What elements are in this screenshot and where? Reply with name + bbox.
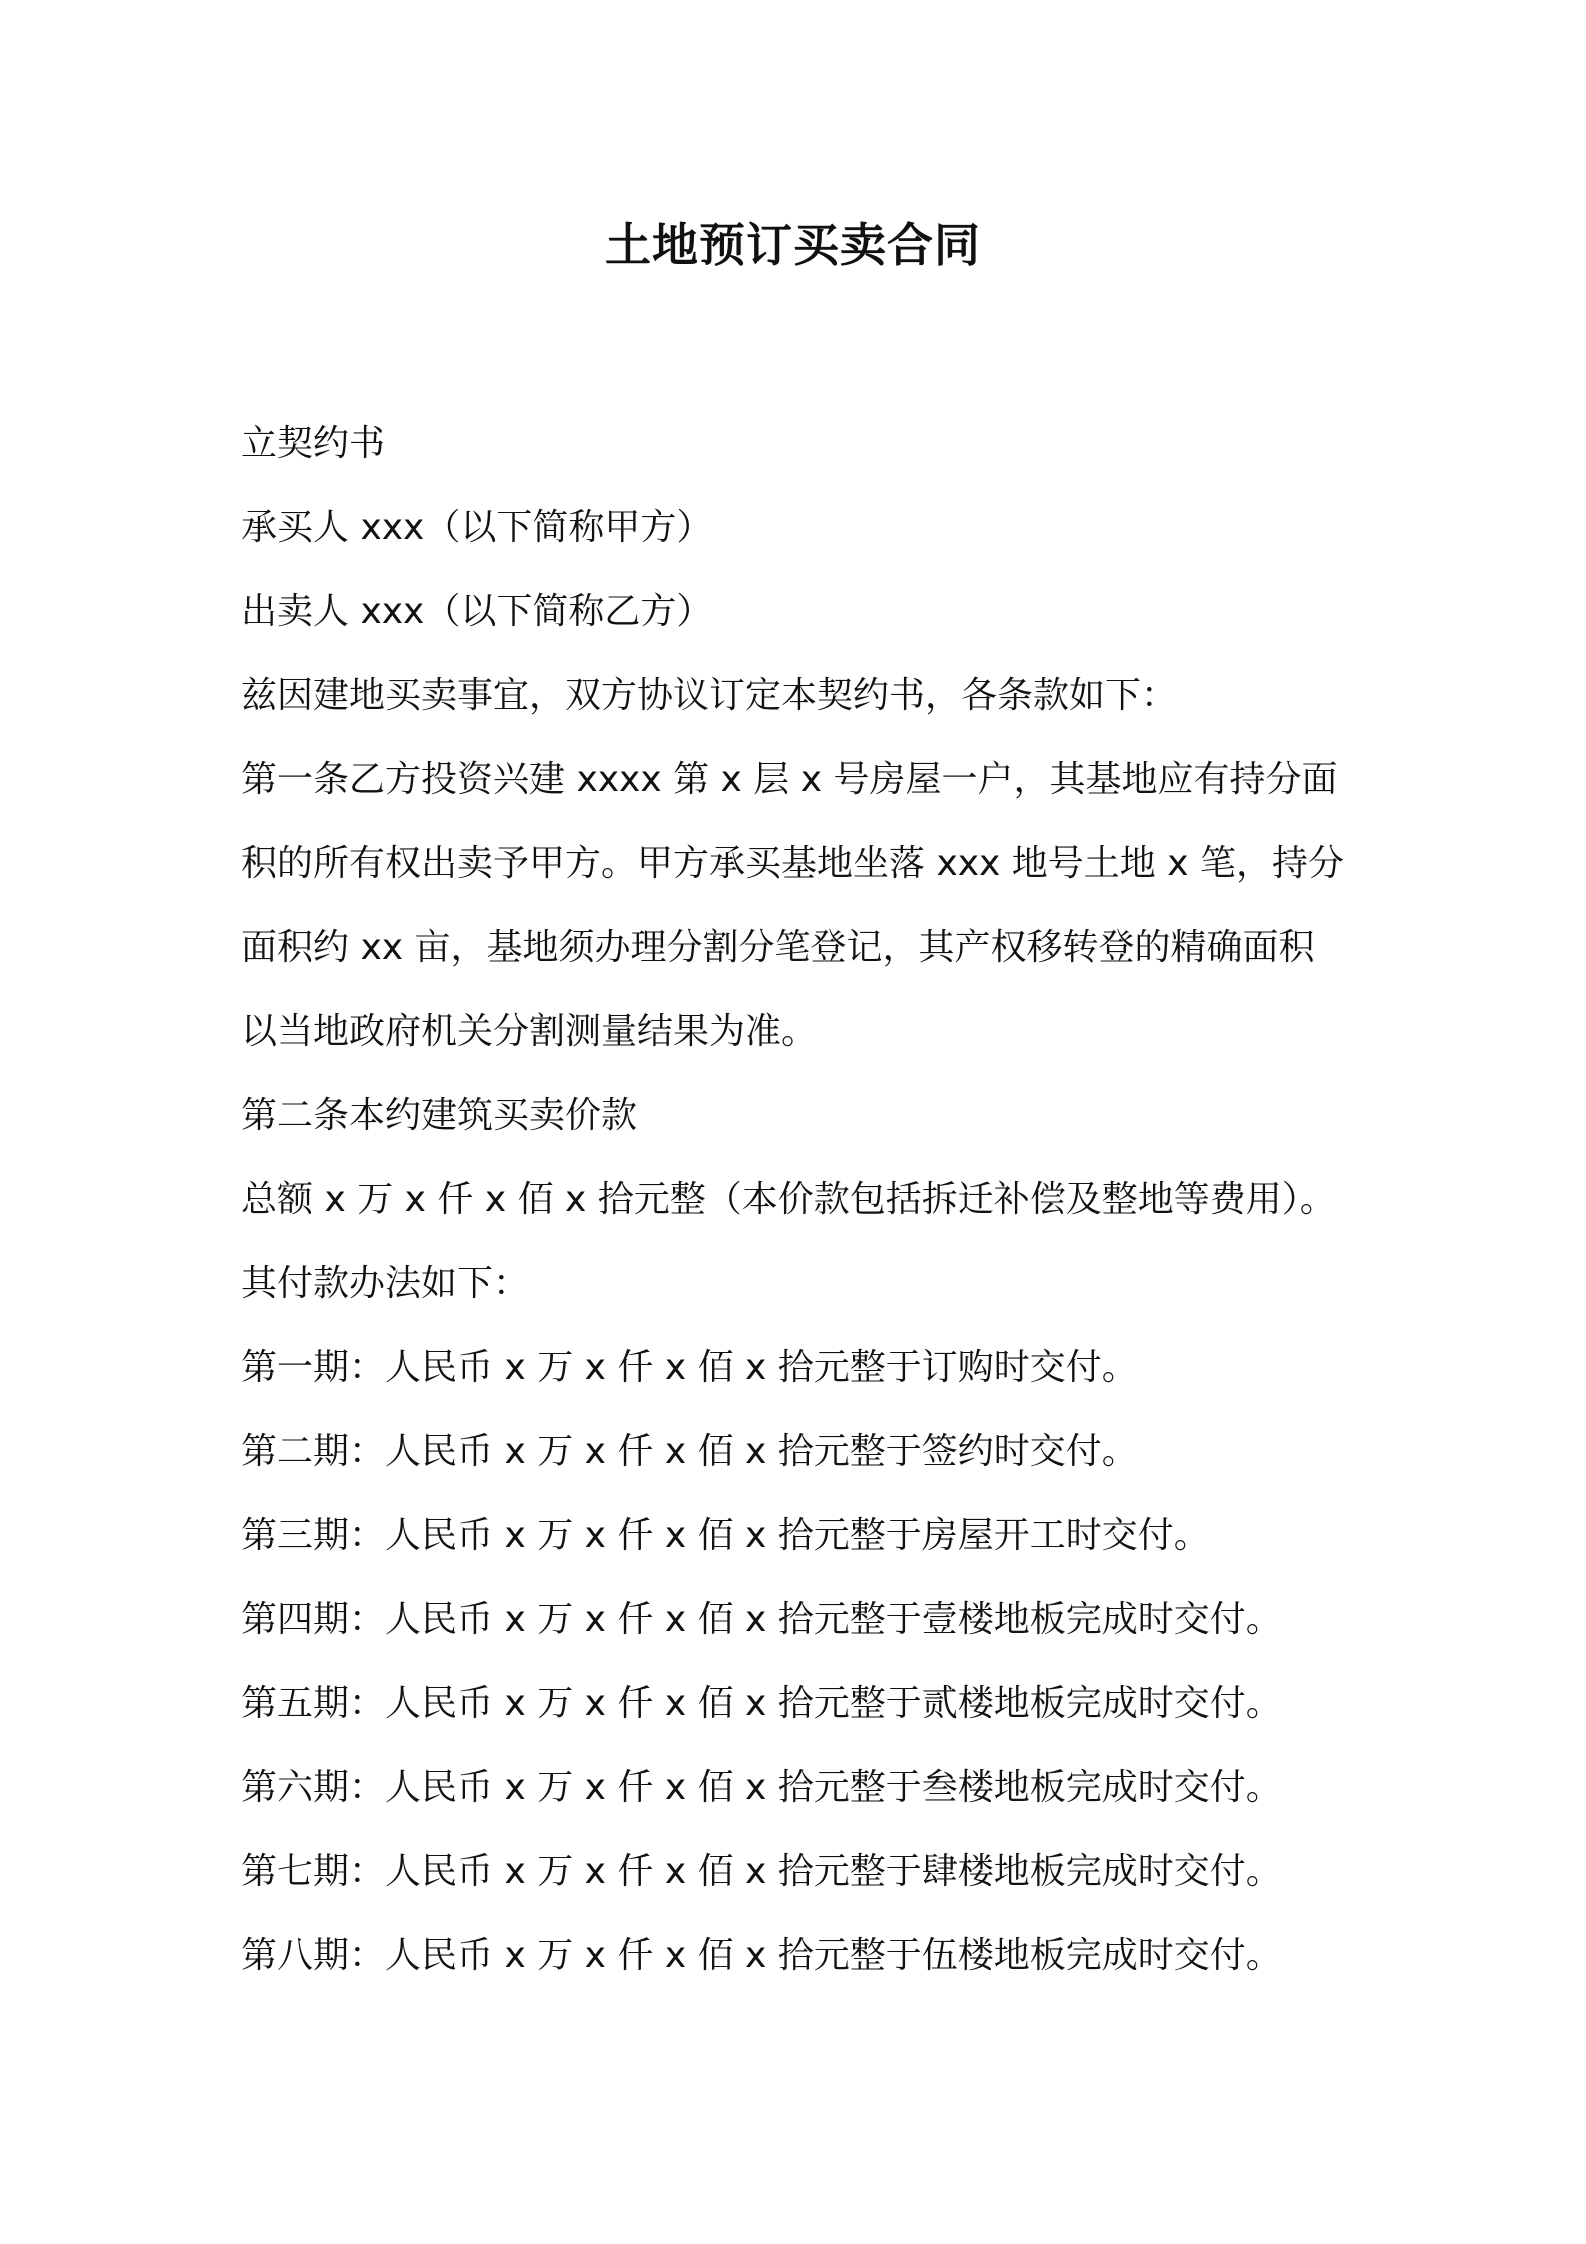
payment-installment: 第三期：人民币 x 万 x 仟 x 佰 x 拾元整于房屋开工时交付。 <box>241 1515 1210 1556</box>
article-one-line: 以当地政府机关分割测量结果为准。 <box>241 1011 818 1052</box>
payment-installment: 第一期：人民币 x 万 x 仟 x 佰 x 拾元整于订购时交付。 <box>241 1347 1138 1388</box>
payment-installment: 第六期：人民币 x 万 x 仟 x 佰 x 拾元整于叁楼地板完成时交付。 <box>241 1767 1282 1808</box>
total-amount-line: 总额 x 万 x 仟 x 佰 x 拾元整（本价款包括拆迁补偿及整地等费用）。 <box>241 1179 1336 1220</box>
payment-method-line: 其付款办法如下： <box>241 1263 530 1304</box>
preamble-line: 兹因建地买卖事宜，双方协议订定本契约书，各条款如下： <box>241 675 1178 716</box>
payment-installment: 第七期：人民币 x 万 x 仟 x 佰 x 拾元整于肆楼地板完成时交付。 <box>241 1851 1282 1892</box>
document-title: 土地预订买卖合同 <box>605 218 981 272</box>
section-heading: 立契约书 <box>241 423 386 464</box>
payment-installment: 第四期：人民币 x 万 x 仟 x 佰 x 拾元整于壹楼地板完成时交付。 <box>241 1599 1282 1640</box>
seller-line: 出卖人 xxx（以下简称乙方） <box>241 591 713 632</box>
buyer-line: 承买人 xxx（以下简称甲方） <box>241 507 713 548</box>
document-body <box>241 402 1361 1998</box>
article-one-line: 面积约 xx 亩，基地须办理分割分笔登记，其产权移转登的精确面积 <box>241 927 1315 968</box>
article-one-line: 积的所有权出卖予甲方。甲方承买基地坐落 xxx 地号土地 x 笔，持分 <box>241 843 1344 884</box>
article-two-heading: 第二条本约建筑买卖价款 <box>241 1095 638 1136</box>
payment-installment: 第八期：人民币 x 万 x 仟 x 佰 x 拾元整于伍楼地板完成时交付。 <box>241 1935 1282 1976</box>
payment-installment: 第五期：人民币 x 万 x 仟 x 佰 x 拾元整于贰楼地板完成时交付。 <box>241 1683 1282 1724</box>
article-one-line: 第一条乙方投资兴建 xxxx 第 x 层 x 号房屋一户，其基地应有持分面 <box>241 759 1338 800</box>
payment-installment: 第二期：人民币 x 万 x 仟 x 佰 x 拾元整于签约时交付。 <box>241 1431 1138 1472</box>
